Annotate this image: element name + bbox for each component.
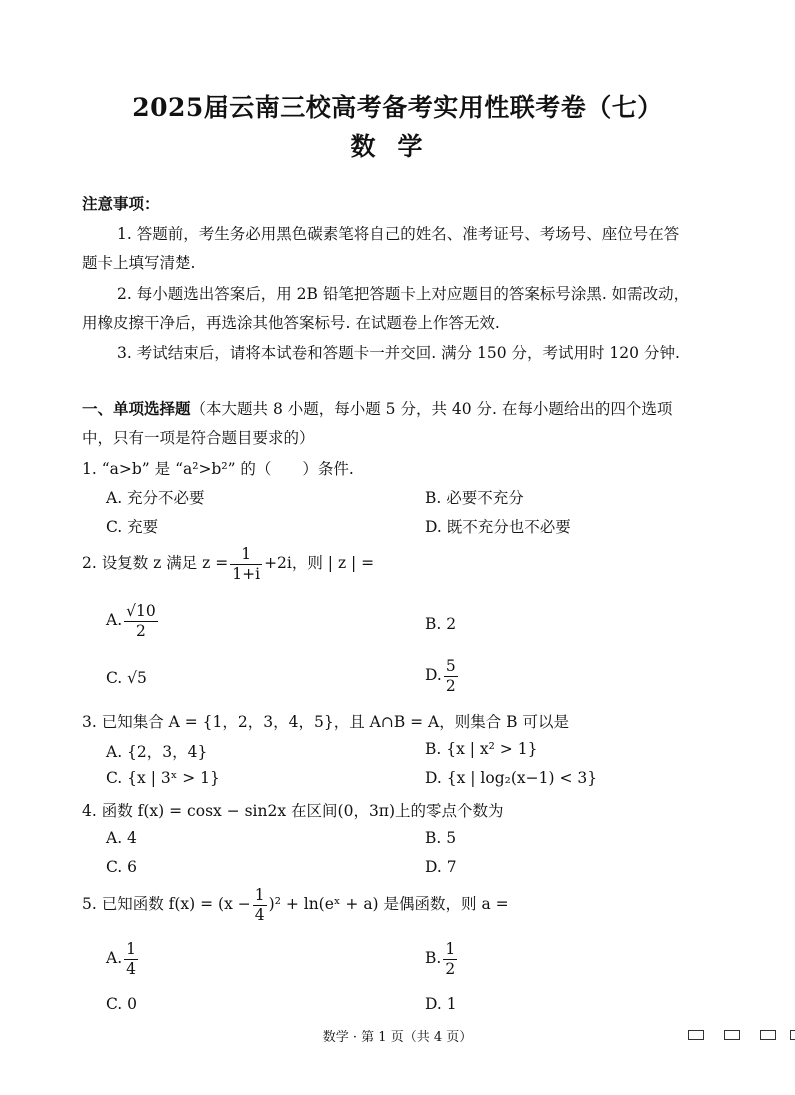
q2-option-d — [425, 657, 460, 695]
notes-heading: 注意事项： — [82, 194, 160, 213]
answer-box-4 — [790, 1030, 795, 1040]
q1-option-c: C. 充要 — [106, 518, 159, 536]
q2-d-label: D. — [425, 666, 442, 685]
q2-stem-pre: 2. 设复数 z 满足 z = — [82, 554, 229, 573]
subject-title: 数学 — [350, 132, 445, 161]
page-footer: 数学 · 第 1 页（共 4 页） — [322, 1030, 473, 1045]
q2-option-c — [106, 669, 147, 687]
q3-stem: 3. 已知集合 A = {1，2，3，4，5}，且 A∩B = A，则集合 B 可以是 — [82, 713, 569, 731]
q5-b-den: 2 — [445, 959, 456, 978]
q2-c-value: √5 — [127, 669, 147, 687]
note-3: 3. 考试结束后，请将本试卷和答题卡一并交回. 满分 150 分，考试用时 120 分钟. — [117, 344, 680, 362]
q5-a-fraction — [124, 940, 138, 978]
q3-option-c: C. {x | 3ˣ > 1} — [106, 769, 220, 787]
q2-a-num: √10 — [126, 602, 156, 620]
q2-d-den: 2 — [445, 676, 456, 695]
q5-stem-post: )² + ln(eˣ + a) 是偶函数，则 a = — [268, 895, 509, 914]
section-1-desc-line-2: 中，只有一项是符合题目要求的） — [82, 429, 315, 447]
q2-a-den: 2 — [135, 621, 146, 640]
q5-b-fraction — [443, 940, 457, 978]
q2-option-a — [106, 602, 160, 640]
q5-a-den: 4 — [126, 959, 136, 978]
q2-stem-post: +2i，则 | z | = — [264, 554, 375, 573]
q1-option-d: D. 既不充分也不必要 — [425, 518, 571, 536]
exam-title: 2025届云南三校高考备考实用性联考卷（七） — [132, 93, 663, 122]
q2-fraction — [230, 545, 262, 583]
note-1-line-1: 1. 答题前，考生务必用黑色碳素笔将自己的姓名、准考证号、考场号、座位号在答 — [117, 225, 680, 243]
q5-frac-num: 1 — [254, 886, 265, 904]
q2-d-num: 5 — [445, 657, 456, 675]
q2-option-b: B. 2 — [425, 615, 457, 633]
q5-a-num: 1 — [126, 940, 136, 958]
answer-box-3 — [760, 1030, 776, 1040]
q3-option-d: D. {x | log₂(x−1) < 3} — [425, 769, 598, 787]
q2-a-label: A. — [106, 611, 123, 630]
q2-c-label: C. — [106, 669, 123, 687]
q4-option-d: D. 7 — [425, 858, 457, 876]
q5-option-b — [425, 940, 459, 978]
section-1-heading — [82, 397, 672, 419]
note-2-line-2: 用橡皮擦干净后，再选涂其他答案标号. 在试题卷上作答无效. — [82, 314, 500, 332]
q4-option-b: B. 5 — [425, 829, 457, 847]
q2-d-fraction — [444, 657, 458, 695]
section-1-title: 一、单项选择题 — [82, 399, 191, 418]
q4-stem: 4. 函数 f(x) = cosx − sin2x 在区间(0，3π)上的零点个数为 — [82, 802, 504, 820]
q5-stem-pre: 5. 已知函数 f(x) = (x − — [82, 895, 251, 914]
q5-option-c: C. 0 — [106, 995, 138, 1013]
q5-stem — [82, 886, 509, 924]
q5-b-num: 1 — [445, 940, 456, 958]
answer-box-1 — [688, 1030, 704, 1040]
section-1-desc: （本大题共 8 小题，每小题 5 分，共 40 分. 在每小题给出的四个选项 — [190, 400, 673, 418]
note-1-line-2: 题卡上填写清楚. — [82, 254, 196, 272]
note-2-line-1: 2. 每小题选出答案后，用 2B 铅笔把答题卡上对应题目的答案标号涂黑. 如需改动， — [117, 285, 690, 303]
q4-option-a: A. 4 — [106, 829, 137, 847]
q3-option-b: B. {x | x² > 1} — [425, 740, 538, 758]
q5-fraction — [253, 886, 267, 924]
q5-frac-den: 4 — [254, 905, 265, 924]
q1-option-a: A. 充分不必要 — [106, 489, 205, 507]
q5-option-a — [106, 940, 140, 978]
q2-frac-num: 1 — [230, 545, 262, 565]
q2-a-fraction — [124, 602, 158, 640]
q1-stem: 1. “a>b” 是 “a²>b²” 的（ ）条件. — [82, 460, 354, 478]
q5-a-label: A. — [106, 949, 123, 968]
q2-stem — [82, 545, 374, 583]
q3-option-a: A. {2，3，4} — [106, 743, 208, 761]
q4-option-c: C. 6 — [106, 858, 138, 876]
q2-frac-den: 1+i — [232, 564, 261, 583]
q5-option-d: D. 1 — [425, 995, 457, 1013]
q1-option-b: B. 必要不充分 — [425, 489, 524, 507]
q5-b-label: B. — [425, 949, 442, 968]
answer-box-2 — [724, 1030, 740, 1040]
